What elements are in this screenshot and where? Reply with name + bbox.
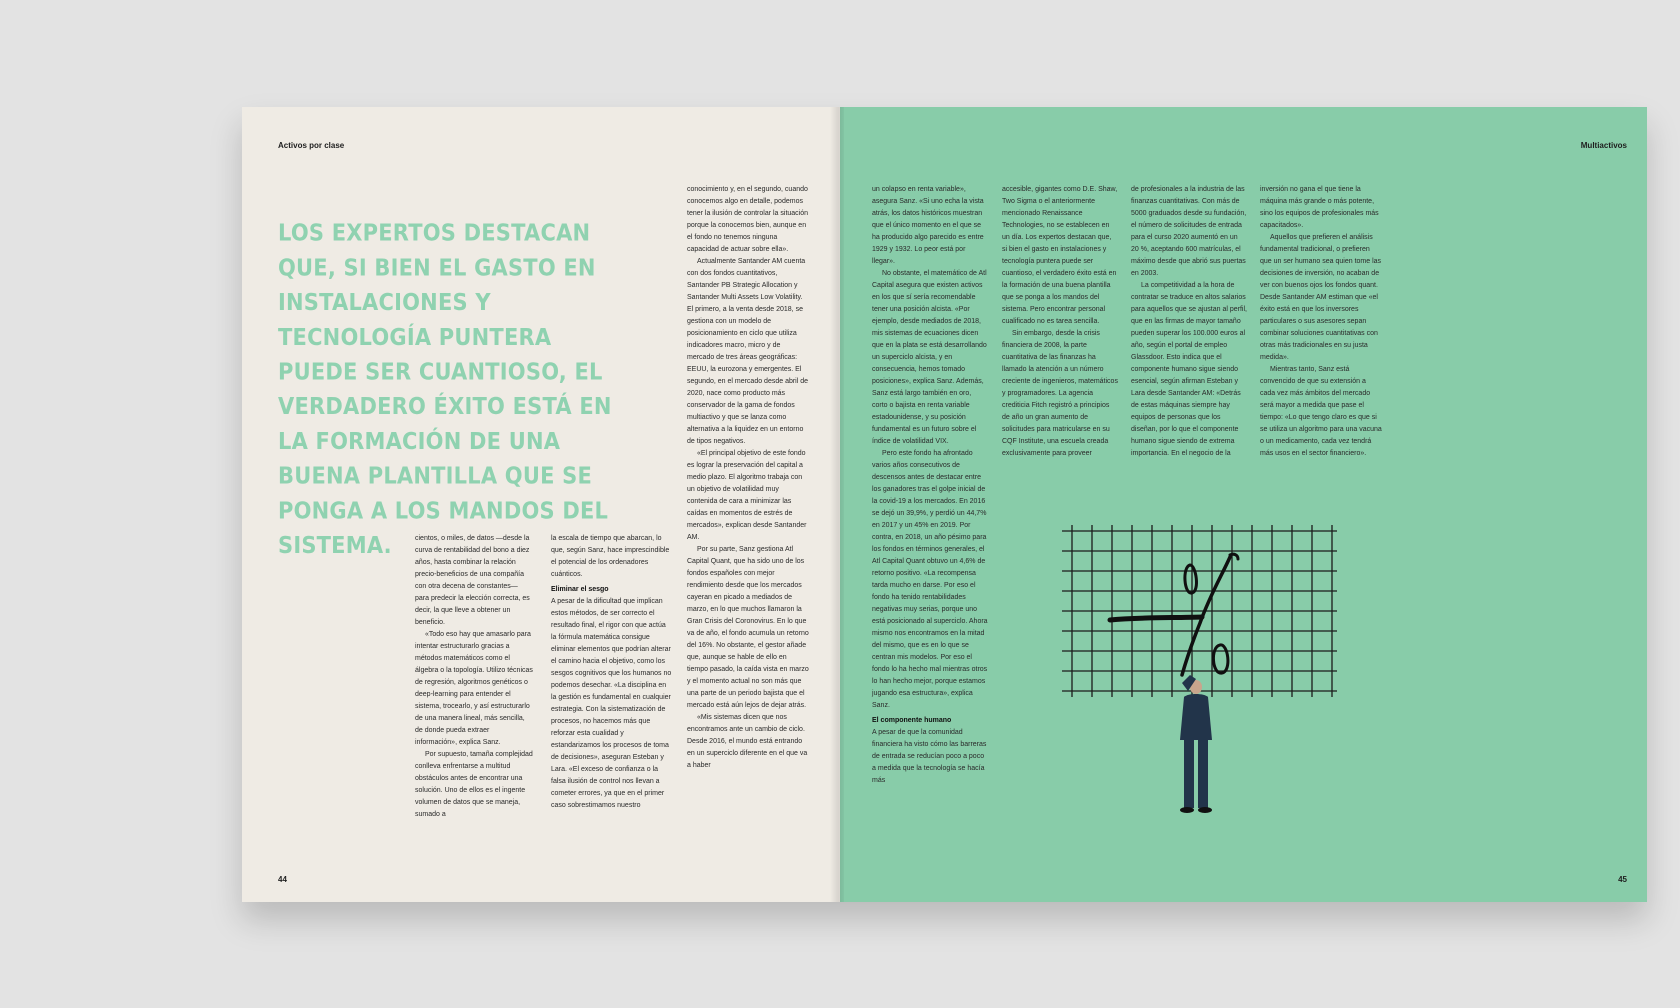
paragraph: de profesionales a la industria de las finanzas cuantitativas. Con más de 5000 graduados desde su fundación, el número de solicitudes de entrada para el curso 2020 aumentó en un 20 %, aceptando 600 matrículas, el máximo desde que abrió sus puertas en 2003. [1131,186,1247,277]
paragraph: Mientras tanto, Sanz está convencido de que su extensión a cada vez más ámbitos del mercado será mayor a medida que pase el tiempo: «Lo que tengo claro es que si se utiliza un algoritmo para una vacuna o un medicamento, cada vez tendrá más usos en el sector financiero». [1260,366,1382,457]
paragraph: Por supuesto, tamaña complejidad conlleva enfrentarse a multitud obstáculos antes de encontrar una solución. Uno de ellos es el ingente volumen de datos que se maneja, sumado a [415,751,533,818]
paragraph: «Todo eso hay que amasarlo para intentar estructurarlo gracias a métodos matemáticos como el álgebra o la topología. Utilizo técnicas de regresión, algoritmos genéticos o deep-learning para entender el sistema, trocearlo, y así estructurarlo de una manera lineal, más sencilla, de donde pueda extraer información», explica Sanz. [415,631,533,746]
left-column-3 [687,184,809,772]
left-column-1 [415,533,533,821]
section-header: Activos por clase [278,141,345,150]
right-column-4 [1260,184,1382,460]
paragraph: «Mis sistemas dicen que nos encontramos ante un cambio de ciclo. Desde 2016, el mundo está entrando en un superciclo diferente en el que va a haber [687,714,808,769]
magazine-spread [242,107,1647,902]
left-column-2 [551,533,673,812]
paragraph: A pesar de que la comunidad financiera ha visto cómo las barreras de entrada se reducían poco a poco a medida que la tecnología se hacía más [872,729,987,784]
paragraph: Pero este fondo ha afrontado varios años consecutivos de descensos antes de destacar entre los ganadores tras el golpe inicial de la covid-19 a los mercados. En 2016 se dejó un 39,9%, y perdió un 44,7% en 2017 y un 45% en 2019. Por contra, en 2018, un año pésimo para los fondos en términos generales, el Atl Capital Quant obtuvo un 4,6% de retorno positivo. «La recompensa tarda mucho en darse. Por eso el fondo ha tenido rentabilidades negativas muy serias, porque uno está posicionado al superciclo. Ahora mismo nos encontramos en la mitad del mismo, que es en lo que se centran mis modelos. Por eso el fondo lo ha hecho mal mientras otros lo han hecho mejor, porque estamos jugando esa estructura», explica Sanz. [872,450,988,709]
paragraph: A pesar de la dificultad que implican estos métodos, de ser correcto el resultado final, el rigor con que actúa la fórmula matemática consigue eliminar elementos que podrían alterar el camino hacia el objetivo, como los sesgos cognitivos que los humanos no podemos desechar. «La disciplina en la gestión es fundamental en cualquier estrategia. Con la sistematización de procesos, no hacemos más que reforzar esta cualidad y estandarizamos los procesos de toma de decisiones», aseguran Esteban y Lara. «El exceso de confianza o la falsa ilusión de control nos llevan a cometer errores, ya que en el primer caso sobrestimamos nuestro [551,598,672,809]
paragraph: un colapso en renta variable», asegura Sanz. «Si uno echa la vista atrás, los datos históricos muestran que el único momento en el que se ha producido algo parecido es entre 1929 y 1932. Lo peor está por llegar». [872,186,984,265]
subheading: Eliminar el sesgo [551,586,609,593]
grid-lines [1062,525,1337,697]
paragraph: conocimiento y, en el segundo, cuando conocemos algo en detalle, podemos tener la ilusión de controlar la situación porque la conocemos bien, aunque en el fondo no tenemos ninguna capacidad de actuar sobre ella». [687,186,809,253]
percent-grid-illustration [1062,525,1342,835]
section-header: Multiactivos [1580,141,1627,150]
paragraph: Actualmente Santander AM cuenta con dos fondos cuantitativos, Santander PB Strategic Allocation y Santander Multi Assets Low Volatility. El primero, a la venta desde 2018, se gestiona con un modelo de posicionamiento en ciclo que utiliza indicadores macro, micro y de mercado de tres áreas geográficas: EEUU, la eurozona y emergentes. El segundo, en el mercado desde abril de 2020, nace como producto más conservador de la gama de fondos multiactivo y que se lanza como alternativa a la liquidez en un entorno de tipos negativos. [687,258,809,445]
paragraph: No obstante, el matemático de Atl Capital asegura que existen activos en los que sí sería recomendable tener una posición alcista. «Por ejemplo, desde mediados de 2018, mis sistemas de ecuaciones dicen que en la plata se está desarrollando un superciclo alcista, y en consecuencia, hemos tomado posiciones», explica Sanz. Además, Sanz está largo también en oro, corto o bajista en renta variable estadounidense, y su posición fundamental es un futuro sobre el índice de volatilidad VIX. [872,270,987,445]
right-column-2 [1002,184,1118,460]
page-number: 45 [1618,875,1627,884]
paragraph: accesible, gigantes como D.E. Shaw, Two Sigma o el anteriormente mencionado Renaissance Technologies, no se establecen en un día. Los expertos destacan que, si bien el gasto en instalaciones y tecnología puntera puede ser cuantioso, el verdadero éxito está en la formación de una buena plantilla que se ponga a los mandos del sistema. Pero encontrar personal cualificado no es tarea sencilla. [1002,186,1118,325]
right-column-1 [872,184,988,787]
paragraph: La competitividad a la hora de contratar se traduce en altos salarios para aquellos que se ajustan al perfil, que en las firmas de mayor tamaño pueden superar los 100.000 euros al año, según el portal de empleo Glassdoor. Esto indica que el componente humano sigue siendo esencial, según afirman Esteban y Lara desde Santander AM: «Detrás de estas máquinas siempre hay equipos de personas que los diseñan, por lo que el componente humano sigue siendo de extrema importancia. En el negocio de la [1131,282,1247,457]
spine-gutter [830,107,844,902]
percent-symbol-icon [1110,554,1238,675]
right-column-3 [1131,184,1247,460]
paragraph: Por su parte, Sanz gestiona Atl Capital Quant, que ha sido uno de los fondos españoles con mejor rendimiento desde que los mercados cayeran en picado a mediados de marzo, en lo que muchos llamaron la Gran Crisis del Coronovirus. En lo que va de año, el fondo acumula un retorno del 16%. No obstante, el gestor añade que, aunque se hable de ello en tiempo pasado, la caída vista en marzo y el momento actual no son más que una parte de un periodo bajista que el mercado está aún lejos de dejar atrás. [687,546,809,709]
paragraph: cientos, o miles, de datos —desde la curva de rentabilidad del bono a diez años, hasta combinar la relación precio-beneficios de una compañía con otra decena de constantes— para predecir la elección correcta, es decir, la que lleve a obtener un beneficio. [415,535,530,626]
page-number: 44 [278,875,287,884]
left-page [242,107,840,902]
subheading: El componente humano [872,717,952,724]
paragraph: Sin embargo, desde la crisis financiera de 2008, la parte cuantitativa de las finanzas ha llamado la atención a un número creciente de ingenieros, matemáticos y programadores. La agencia crediticia Fitch registró a principios de año un gran aumento de solicitudes para matricularse en su CQF Institute, una escuela creada exclusivamente para proveer [1002,330,1118,457]
businessman-figure [1180,675,1212,813]
pull-quote: LOS EXPERTOS DESTACAN QUE, SI BIEN EL GASTO EN INSTALACIONES Y TECNOLOGÍA PUNTERA PUEDE SER CUANTIOSO, EL VERDADERO ÉXITO ESTÁ EN LA FORMACIÓN DE UNA BUENA PLANTILLA QUE SE PONGA A LOS MANDOS DEL SISTEMA. [278,219,612,559]
paragraph: Aquellos que prefieren el análisis fundamental tradicional, o prefieren que un ser humano sea quien tome las decisiones de inversión, no acaban de ver con buenos ojos los fondos quant. Desde Santander AM estiman que «el éxito está en que los inversores particulares o sus asesores sepan combinar soluciones cuantitativas con otras más tradicionales en su justa medida». [1260,234,1382,361]
right-page [840,107,1647,902]
paragraph: la escala de tiempo que abarcan, lo que, según Sanz, hace imprescindible el potencial de los ordenadores cuánticos. [551,535,670,578]
paragraph: inversión no gana el que tiene la máquina más grande o más potente, sino los equipos de profesionales más capacitados». [1260,186,1379,229]
paragraph: «El principal objetivo de este fondo es lograr la preservación del capital a medio plazo. El algoritmo trabaja con un objetivo de volatilidad muy contenida de cara a minimizar las caídas en momentos de estrés de mercados», explican desde Santander AM. [687,450,807,541]
